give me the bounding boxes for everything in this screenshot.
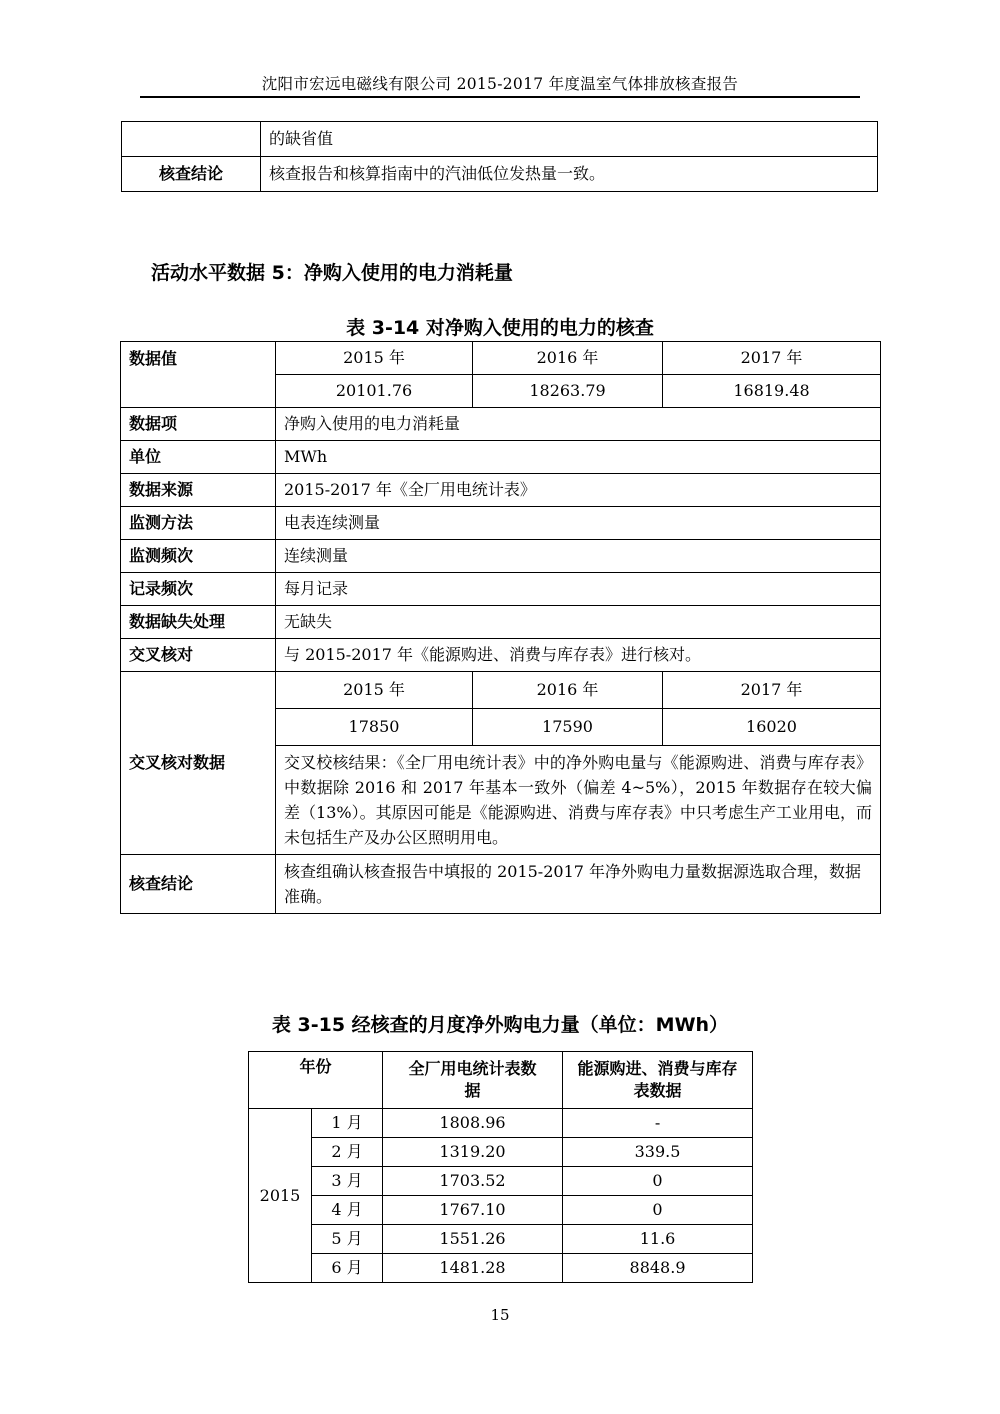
- energy-table-value: 0: [563, 1167, 753, 1196]
- row-label: 数据缺失处理: [121, 606, 276, 639]
- row-label: 监测频次: [121, 540, 276, 573]
- table-3-15: [248, 1051, 753, 1283]
- table-row: [121, 408, 881, 441]
- header-rule: [140, 96, 860, 98]
- row-label: 监测方法: [121, 507, 276, 540]
- plant-stats-value: 1808.96: [383, 1109, 563, 1138]
- year-header: 2017 年: [663, 342, 881, 375]
- row-value: 无缺失: [276, 606, 881, 639]
- page-number: 15: [490, 1306, 510, 1324]
- energy-table-value: 8848.9: [563, 1254, 753, 1283]
- page-header: 沈阳市宏远电磁线有限公司 2015-2017 年度温室气体排放核查报告: [261, 75, 739, 93]
- plant-stats-value: 1551.26: [383, 1225, 563, 1254]
- data-value-cell: 18263.79: [473, 375, 663, 408]
- data-value-cell: 16819.48: [663, 375, 881, 408]
- row-label: 单位: [121, 441, 276, 474]
- plant-stats-value: 1703.52: [383, 1167, 563, 1196]
- plant-stats-value: 1319.20: [383, 1138, 563, 1167]
- table-row: [121, 474, 881, 507]
- month-cell: 3 月: [312, 1167, 383, 1196]
- row-value: 连续测量: [276, 540, 881, 573]
- prev-row1-value: 的缺省值: [261, 122, 878, 157]
- table-3-14: [120, 341, 881, 914]
- table-row: [249, 1254, 753, 1283]
- energy-table-value: 11.6: [563, 1225, 753, 1254]
- row-value: 2015-2017 年《全厂用电统计表》: [276, 474, 881, 507]
- table-row: [249, 1196, 753, 1225]
- row-value: MWh: [276, 441, 881, 474]
- year-header: 2016 年: [473, 342, 663, 375]
- table-row: [121, 441, 881, 474]
- prev-conclusion-value: 核查报告和核算指南中的汽油低位发热量一致。: [261, 157, 878, 192]
- table-row: [249, 1109, 753, 1138]
- month-cell: 1 月: [312, 1109, 383, 1138]
- table-3-14-caption: 表 3-14 对净购入使用的电力的核查: [346, 317, 654, 339]
- cross-check-result: 交叉校核结果：《全厂用电统计表》中的净外购电量与《能源购进、消费与库存表》中数据除 2016 和 2017 年基本一致外（偏差 4~5%），2015 年数据存在较大偏差（13%）。其原因可能是《能源购进、消费与库存表》中只考虑生产工业用电，而未包括生产及办公区照明用电。: [276, 746, 881, 855]
- month-cell: 5 月: [312, 1225, 383, 1254]
- table-row: [249, 1138, 753, 1167]
- table-3-15-caption: 表 3-15 经核查的月度净外购电力量（单位：MWh）: [271, 1014, 729, 1036]
- row-label: 记录频次: [121, 573, 276, 606]
- row-value: 净购入使用的电力消耗量: [276, 408, 881, 441]
- cross-value-cell: 17590: [473, 709, 663, 746]
- table-row: [121, 606, 881, 639]
- year-cell: 2015: [249, 1109, 312, 1283]
- table-row: [121, 639, 881, 672]
- data-value-cell: 20101.76: [276, 375, 473, 408]
- prev-conclusion-label: 核查结论: [122, 157, 261, 192]
- month-cell: 6 月: [312, 1254, 383, 1283]
- table-row: [121, 540, 881, 573]
- row-label: 交叉核对: [121, 639, 276, 672]
- col-header-energy-table: 能源购进、消费与库存表数据: [563, 1052, 753, 1109]
- row-label: 数据来源: [121, 474, 276, 507]
- row-value: 与 2015-2017 年《能源购进、消费与库存表》进行核对。: [276, 639, 881, 672]
- energy-table-value: 0: [563, 1196, 753, 1225]
- cross-value-cell: 16020: [663, 709, 881, 746]
- cross-check-data-label: 交叉核对数据: [121, 672, 276, 855]
- plant-stats-value: 1767.10: [383, 1196, 563, 1225]
- row-value: 电表连续测量: [276, 507, 881, 540]
- cross-value-cell: 17850: [276, 709, 473, 746]
- conclusion-value: 核查组确认核查报告中填报的 2015-2017 年净外购电力量数据源选取合理，数据准确。: [276, 855, 881, 914]
- table-row: [249, 1225, 753, 1254]
- row-label: 数据项: [121, 408, 276, 441]
- previous-table-continuation: [121, 121, 878, 192]
- plant-stats-value: 1481.28: [383, 1254, 563, 1283]
- table-row: [249, 1167, 753, 1196]
- month-cell: 2 月: [312, 1138, 383, 1167]
- empty-label-cell: [122, 122, 261, 157]
- col-header-year: 年份: [249, 1052, 383, 1109]
- table-row: [121, 507, 881, 540]
- cross-year-header: 2015 年: [276, 672, 473, 709]
- month-cell: 4 月: [312, 1196, 383, 1225]
- energy-table-value: -: [563, 1109, 753, 1138]
- energy-table-value: 339.5: [563, 1138, 753, 1167]
- section-heading: 活动水平数据 5：净购入使用的电力消耗量: [151, 262, 513, 284]
- cross-year-header: 2016 年: [473, 672, 663, 709]
- col-header-plant-stats: 全厂用电统计表数据: [383, 1052, 563, 1109]
- year-header: 2015 年: [276, 342, 473, 375]
- cross-year-header: 2017 年: [663, 672, 881, 709]
- row-value: 每月记录: [276, 573, 881, 606]
- table-row: [121, 573, 881, 606]
- conclusion-label: 核查结论: [121, 855, 276, 914]
- data-value-label: 数据值: [121, 342, 276, 408]
